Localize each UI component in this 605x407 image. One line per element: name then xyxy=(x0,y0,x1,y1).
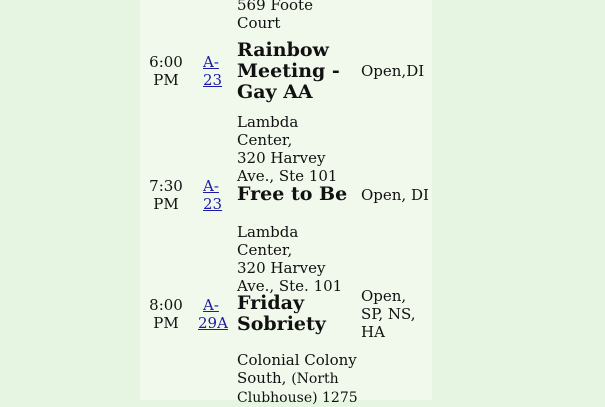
previous-meeting-address: 569 Foote Court xyxy=(237,0,313,32)
meeting-code-link[interactable]: A- 29A xyxy=(198,296,228,332)
meeting-address: Colonial Colony South, (North Clubhouse) 1275 xyxy=(237,351,358,406)
meeting-title: Friday Sobriety xyxy=(237,292,326,335)
meeting-title: Free to Be xyxy=(237,183,348,205)
meeting-code-link[interactable]: A- 23 xyxy=(203,53,223,89)
meeting-time: 6:00 PM xyxy=(149,53,183,89)
meeting-time: 7:30 PM xyxy=(149,177,183,213)
meeting-type: Open, DI xyxy=(361,186,429,204)
meeting-address: Lambda Center, 320 Harvey Ave., Ste 101 xyxy=(237,113,338,185)
meeting-time: 8:00 PM xyxy=(149,296,183,332)
meeting-address: Lambda Center, 320 Harvey Ave., Ste. 101 xyxy=(237,223,343,295)
meeting-type: Open, SP, NS, HA xyxy=(361,287,416,341)
meeting-title: Rainbow Meeting - Gay AA xyxy=(237,39,340,103)
meeting-code-link[interactable]: A- 23 xyxy=(203,177,223,213)
meeting-type: Open,DI xyxy=(361,62,425,80)
